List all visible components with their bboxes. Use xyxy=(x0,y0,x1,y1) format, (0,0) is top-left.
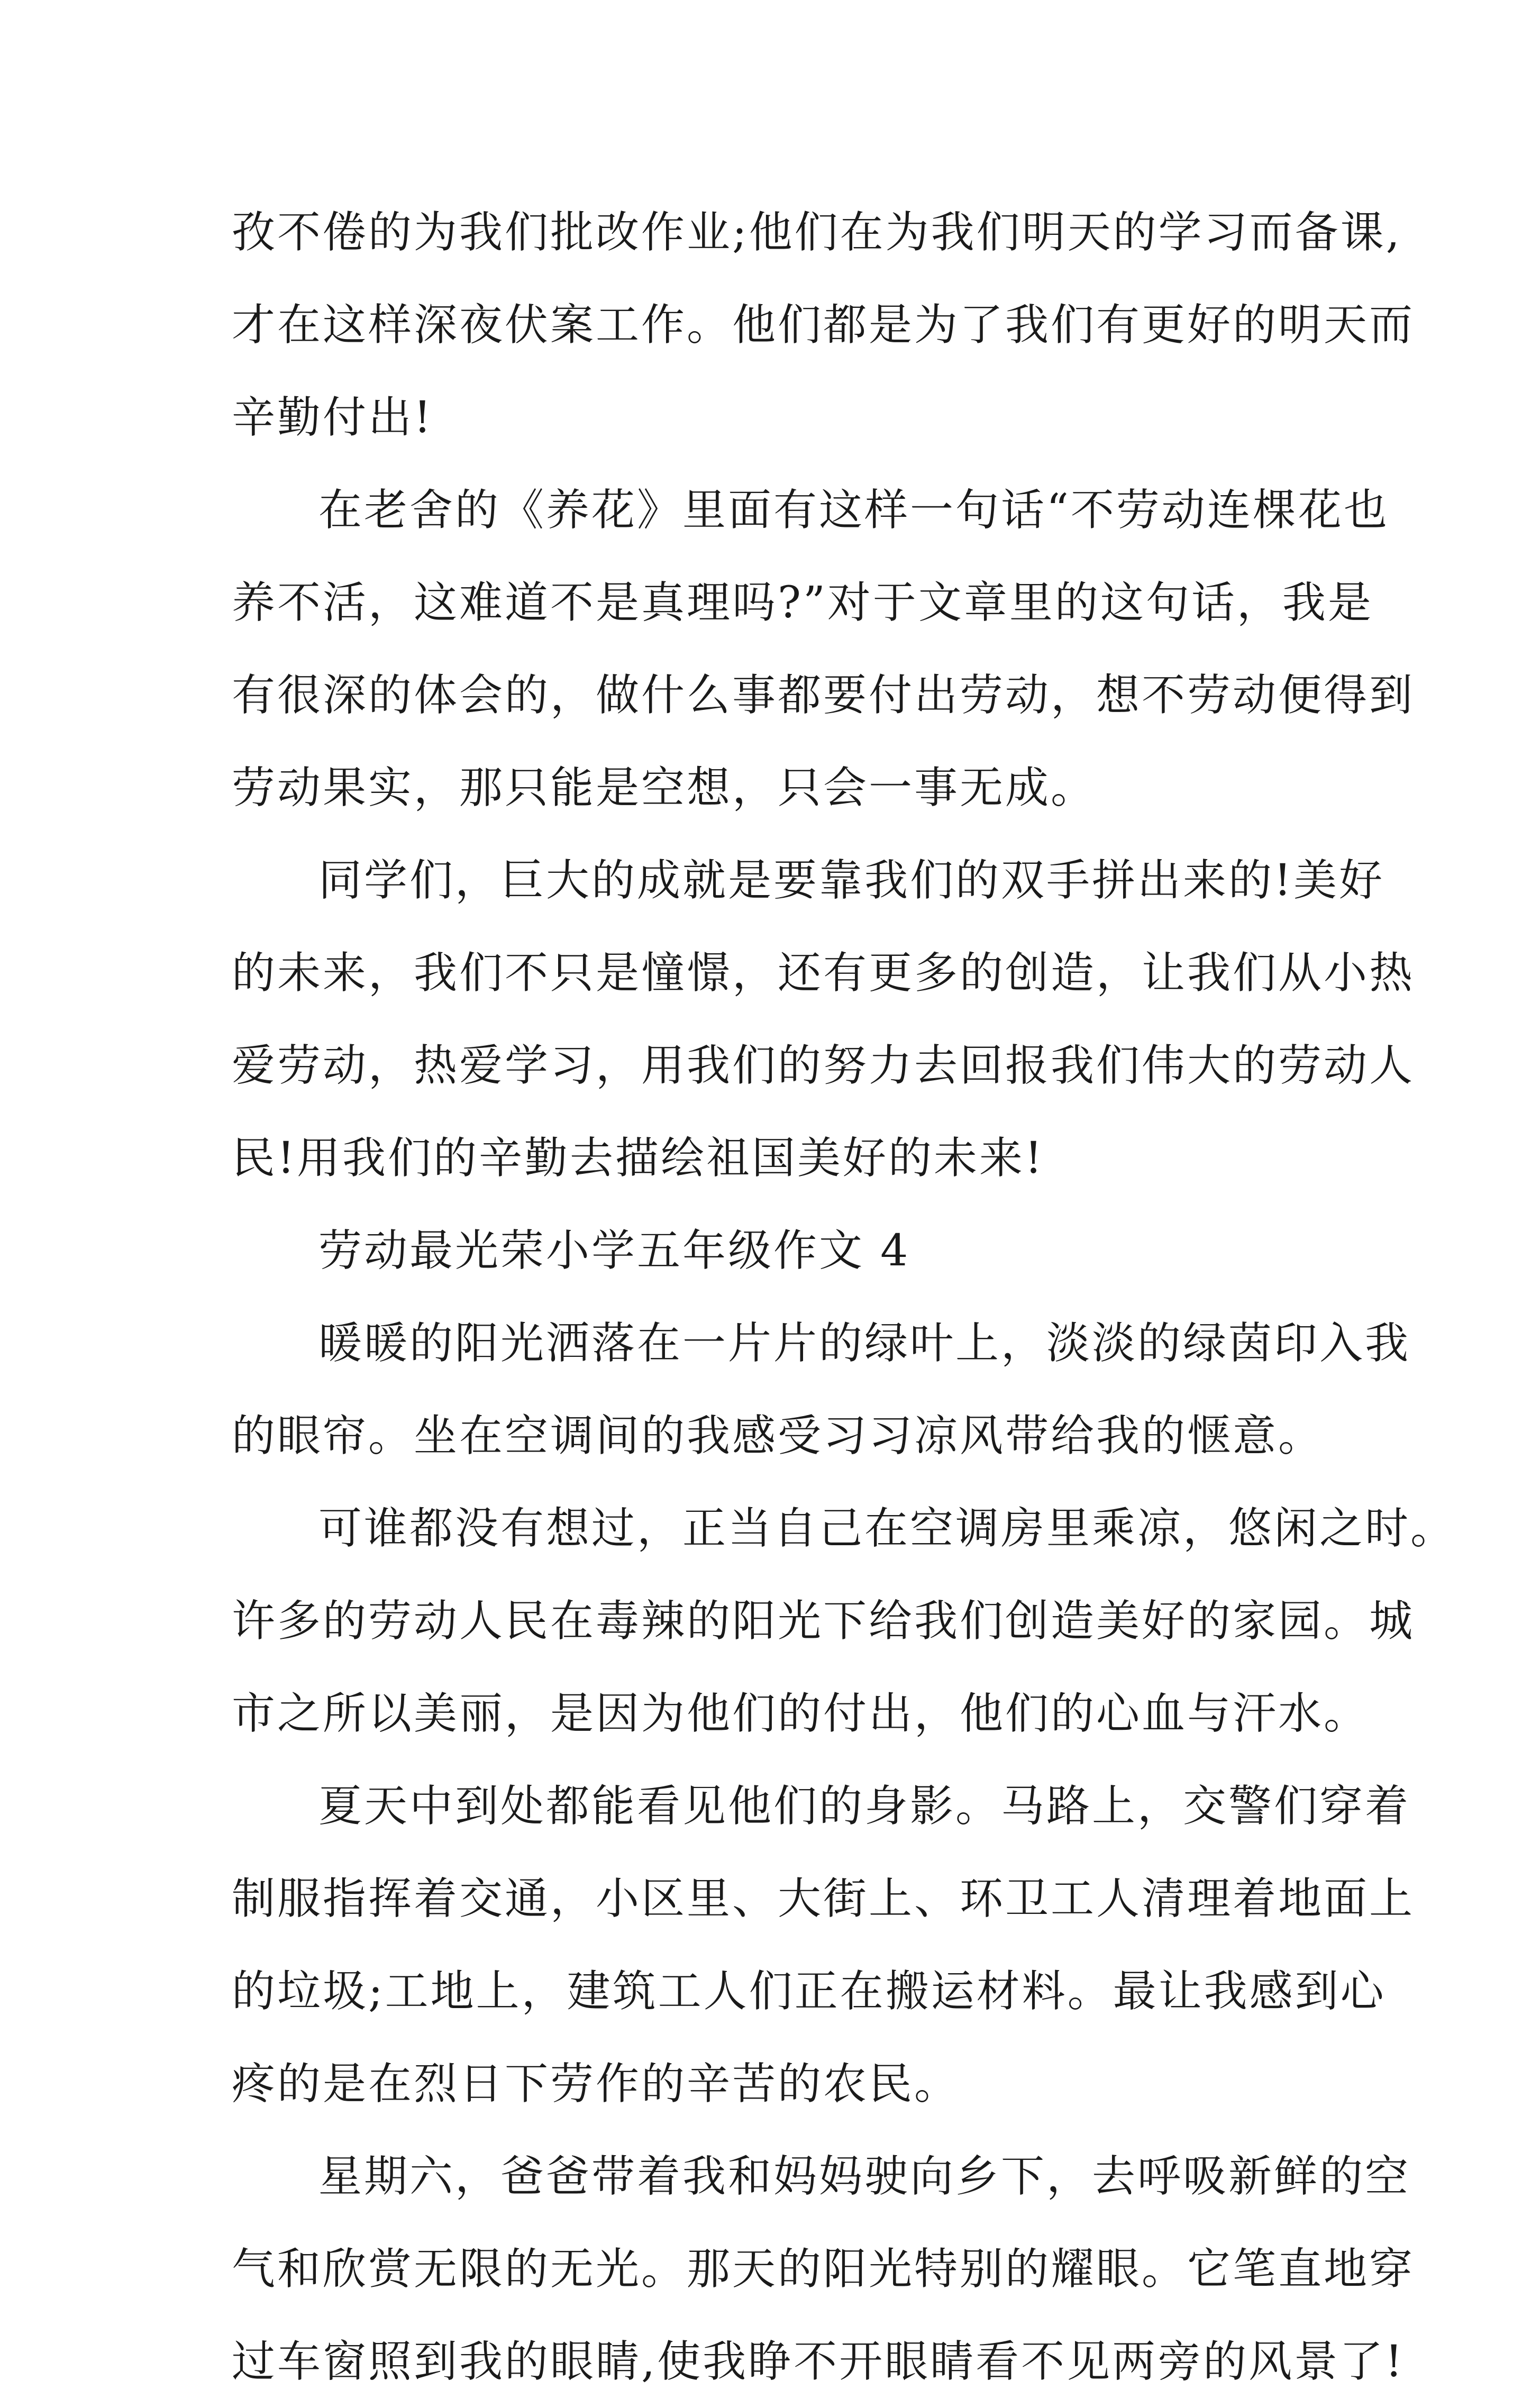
text-line: 民!用我们的辛勤去描绘祖国美好的未来! xyxy=(232,1133,1044,1183)
text-line: 养不活，这难道不是真理吗?”对于文章里的这句话，我是 xyxy=(232,578,1373,628)
text-line: 星期六，爸爸带着我和妈妈驶向乡下，去呼吸新鲜的空 xyxy=(318,2151,1411,2202)
text-line: 辛勤付出! xyxy=(232,393,433,443)
text-line: 劳动果实，那只能是空想，只会一事无成。 xyxy=(232,763,1097,813)
text-line: 气和欣赏无限的无光。那天的阳光特别的耀眼。它笔直地穿 xyxy=(232,2244,1415,2294)
text-line: 过车窗照到我的眼睛,使我睁不开眼睛看不见两旁的风景了! xyxy=(232,2337,1405,2387)
text-line: 市之所以美丽，是因为他们的付出，他们的心血与汗水。 xyxy=(232,1689,1370,1739)
text-line: 暖暖的阳光洒落在一片片的绿叶上，淡淡的绿茵印入我 xyxy=(318,1318,1411,1369)
text-line: 许多的劳动人民在毒辣的阳光下给我们创造美好的家园。城 xyxy=(232,1596,1415,1646)
text-line: 爱劳动，热爱学习，用我们的努力去回报我们伟大的劳动人 xyxy=(232,1041,1415,1091)
text-line: 夏天中到处都能看见他们的身影。马路上，交警们穿着 xyxy=(318,1781,1411,1831)
section-heading: 劳动最光荣小学五年级作文 4 xyxy=(318,1226,910,1276)
text-line: 有很深的体会的，做什么事都要付出劳动，想不劳动便得到 xyxy=(232,670,1415,720)
text-line: 的未来，我们不只是憧憬，还有更多的创造，让我们从小热 xyxy=(232,948,1415,998)
body-text xyxy=(232,186,1456,2408)
text-line: 制服指挥着交通，小区里、大街上、环卫工人清理着地面上 xyxy=(232,1874,1415,1924)
text-line: 疼的是在烈日下劳作的辛苦的农民。 xyxy=(232,2059,960,2109)
text-line: 孜不倦的为我们批改作业;他们在为我们明天的学习而备课, xyxy=(232,207,1402,258)
text-line: 在老舍的《养花》里面有这样一句话“不劳动连棵花也 xyxy=(318,485,1389,535)
text-line: 同学们，巨大的成就是要靠我们的双手拼出来的!美好 xyxy=(318,855,1384,906)
text-line: 才在这样深夜伏案工作。他们都是为了我们有更好的明天而 xyxy=(232,300,1415,350)
text-line: 的垃圾;工地上，建筑工人们正在搬运材料。最让我感到心 xyxy=(232,1966,1386,2017)
text-line: 可谁都没有想过，正当自己在空调房里乘凉，悠闲之时。 xyxy=(318,1503,1456,1554)
text-line: 的眼帘。坐在空调间的我感受习习凉风带给我的惬意。 xyxy=(232,1411,1324,1461)
